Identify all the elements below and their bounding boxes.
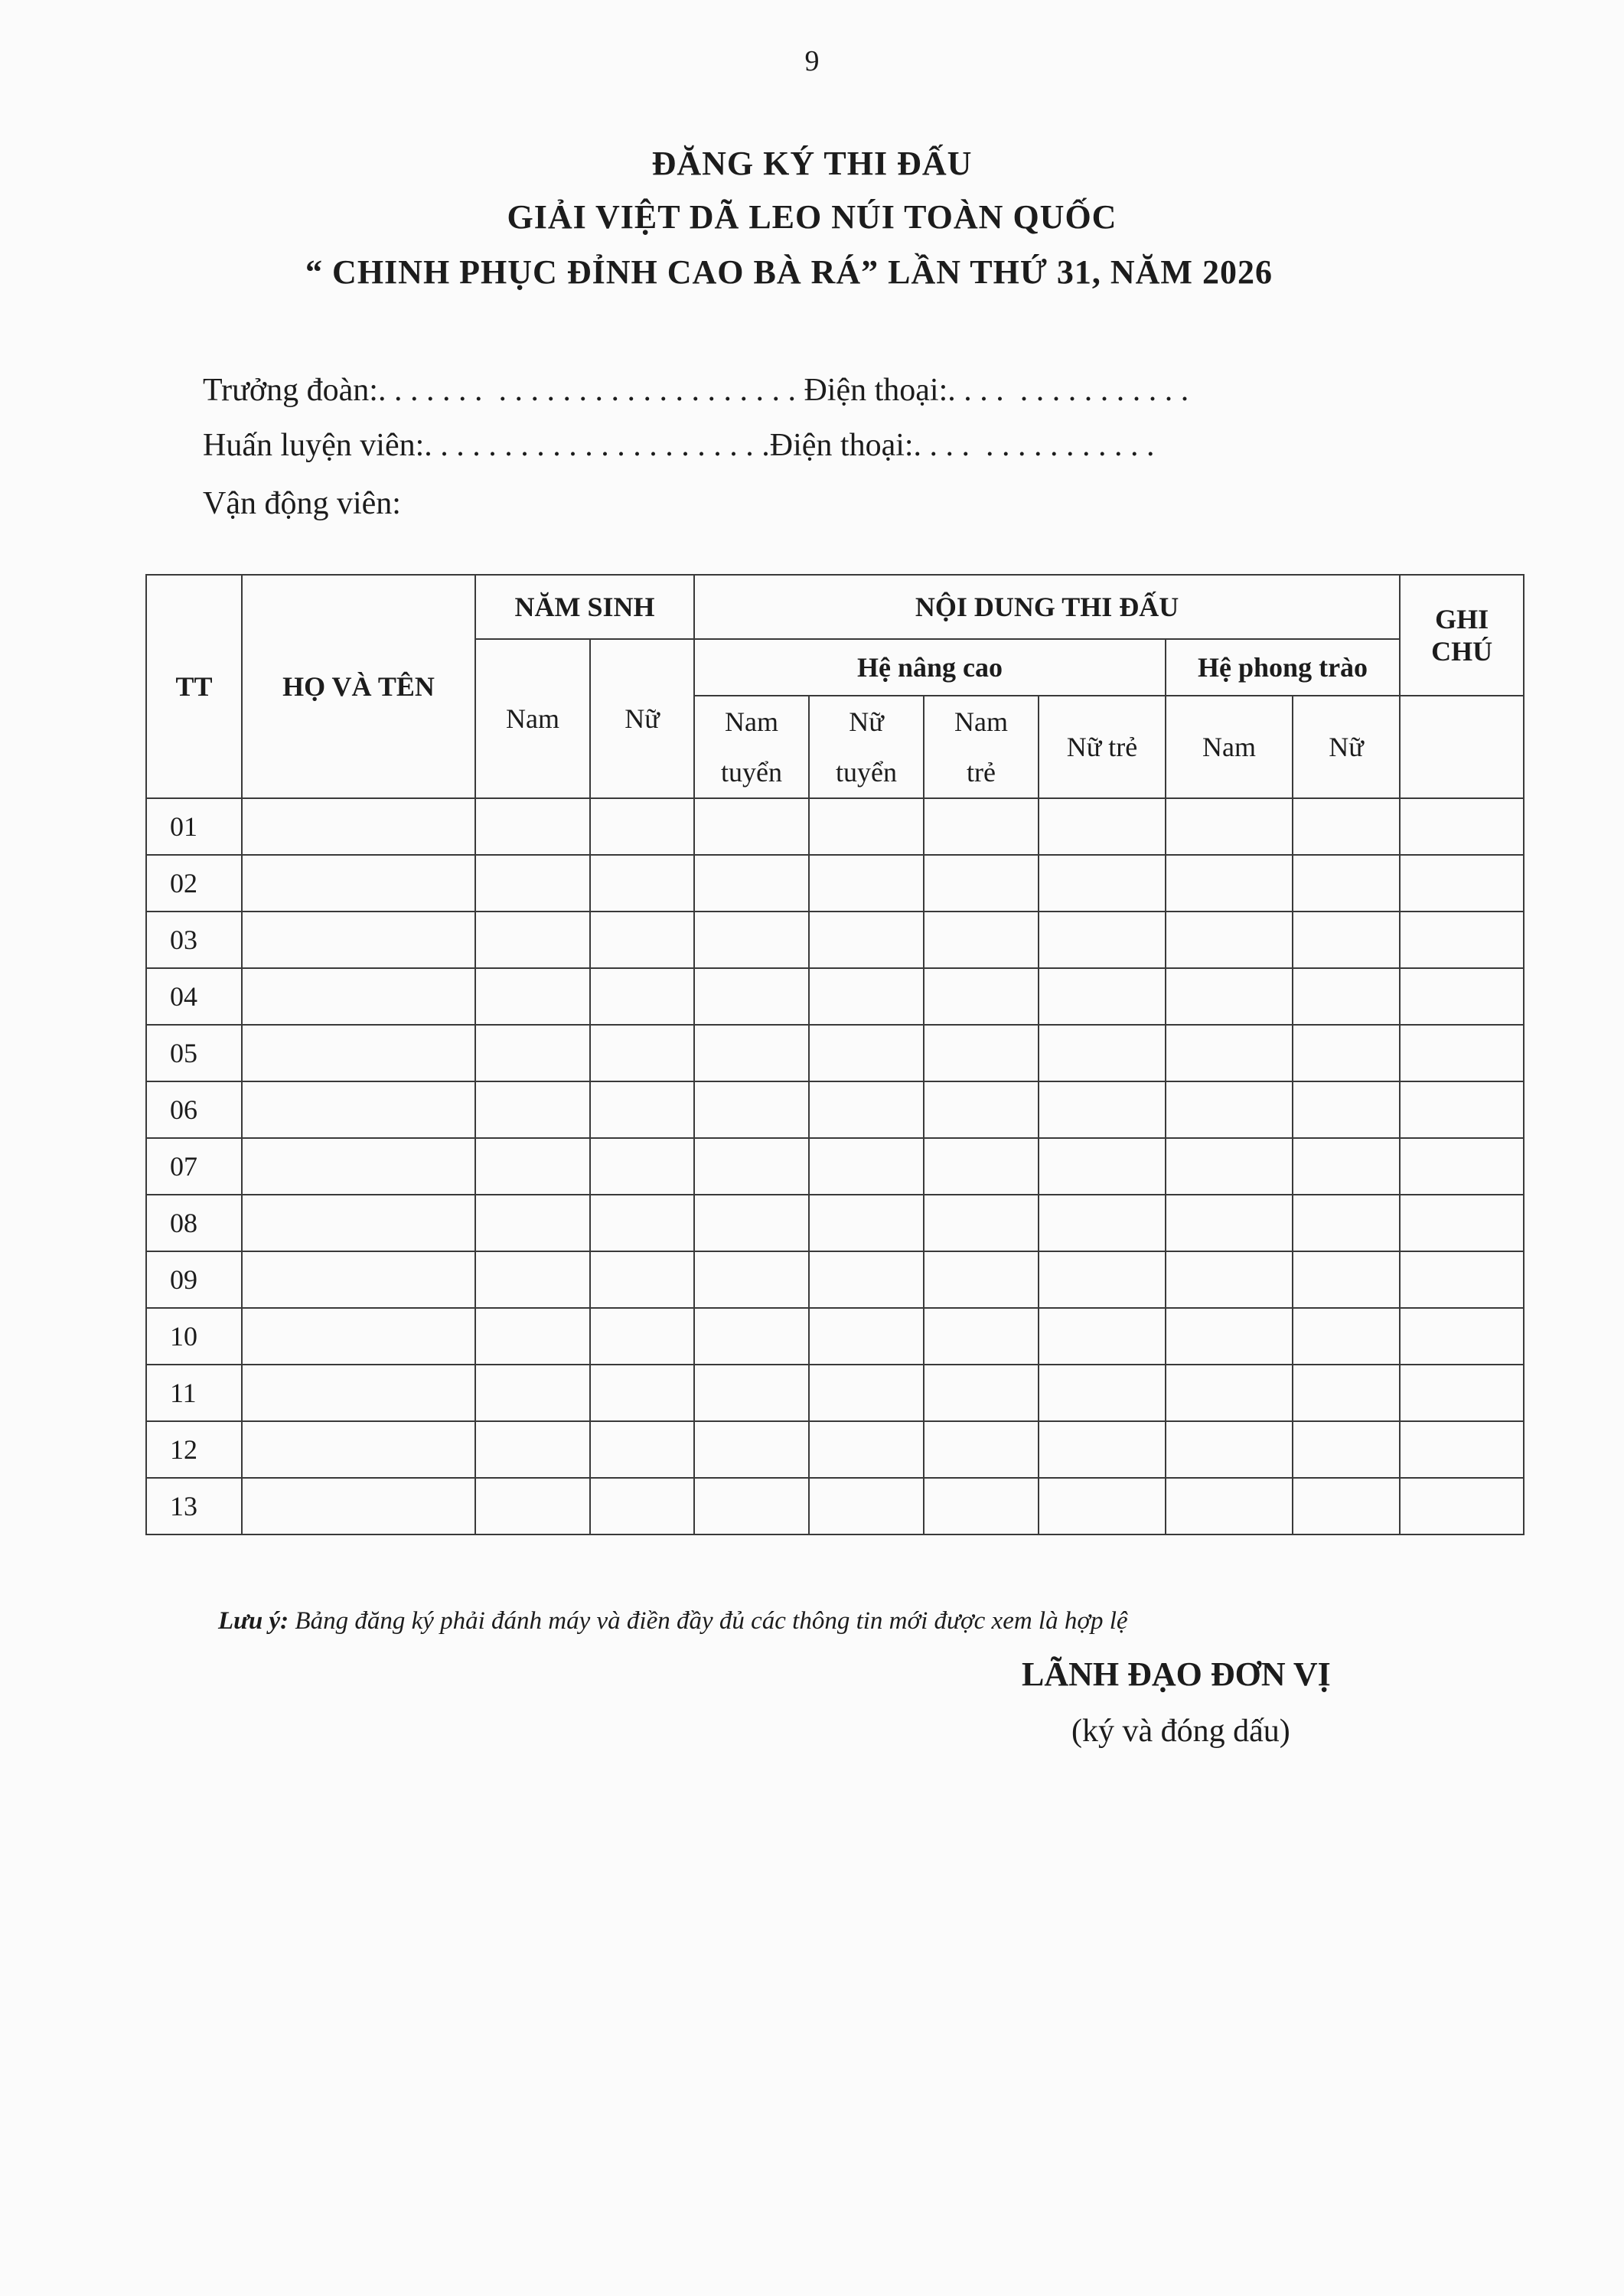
header-notes-spacer <box>1400 696 1524 798</box>
entry-cell[interactable] <box>924 1195 1039 1251</box>
entry-cell[interactable] <box>924 1081 1039 1138</box>
name-cell[interactable] <box>242 1478 475 1534</box>
entry-cell[interactable] <box>475 855 590 912</box>
entry-cell[interactable] <box>694 1308 809 1365</box>
entry-cell[interactable] <box>694 1138 809 1195</box>
entry-cell[interactable] <box>590 1081 694 1138</box>
header-notes-line1: GHI <box>1435 604 1489 634</box>
entry-cell[interactable] <box>809 1025 924 1081</box>
row-number: 13 <box>146 1478 242 1534</box>
entry-cell[interactable] <box>1039 1365 1166 1421</box>
entry-cell[interactable] <box>475 798 590 855</box>
entry-cell[interactable] <box>1400 1421 1524 1478</box>
entry-cell[interactable] <box>590 1138 694 1195</box>
entry-cell[interactable] <box>809 1365 924 1421</box>
entry-cell[interactable] <box>1400 1081 1524 1138</box>
team-leader-field[interactable]: Trưởng đoàn:. . . . . . . . . . . . . . . . . . . . . . . . . . Điện thoại:. . . . . . . . . . . . . . . <box>203 373 1189 408</box>
entry-cell[interactable] <box>1166 1025 1293 1081</box>
entry-cell[interactable] <box>924 1138 1039 1195</box>
table-row <box>146 1365 1524 1421</box>
entry-cell[interactable] <box>809 1195 924 1251</box>
entry-cell[interactable] <box>1293 1025 1400 1081</box>
name-cell[interactable] <box>242 968 475 1025</box>
header-female-selected <box>809 696 924 798</box>
entry-cell[interactable] <box>1293 1308 1400 1365</box>
header-birth-female: Nữ <box>590 639 694 798</box>
entry-cell[interactable] <box>1166 855 1293 912</box>
entry-cell[interactable] <box>1166 968 1293 1025</box>
entry-cell[interactable] <box>1293 1365 1400 1421</box>
entry-cell[interactable] <box>924 1251 1039 1308</box>
header-male-youth <box>924 696 1039 798</box>
header-notes <box>1400 575 1524 696</box>
note <box>218 1607 1128 1636</box>
entry-cell[interactable] <box>590 798 694 855</box>
entry-cell[interactable] <box>590 1251 694 1308</box>
entry-cell[interactable] <box>475 1138 590 1195</box>
entry-cell[interactable] <box>694 912 809 968</box>
row-number: 11 <box>146 1365 242 1421</box>
entry-cell[interactable] <box>1039 1081 1166 1138</box>
entry-cell[interactable] <box>475 1365 590 1421</box>
entry-cell[interactable] <box>1166 1195 1293 1251</box>
entry-cell[interactable] <box>1293 1081 1400 1138</box>
table-row <box>146 1195 1524 1251</box>
entry-cell[interactable] <box>694 968 809 1025</box>
entry-cell[interactable] <box>694 1025 809 1081</box>
table-row <box>146 1025 1524 1081</box>
entry-cell[interactable] <box>1039 798 1166 855</box>
row-number: 03 <box>146 912 242 968</box>
entry-cell[interactable] <box>590 1308 694 1365</box>
entry-cell[interactable] <box>1039 1195 1166 1251</box>
header-full-name: HỌ VÀ TÊN <box>242 575 475 798</box>
table-body <box>146 798 1524 1534</box>
entry-cell[interactable] <box>1400 1138 1524 1195</box>
entry-cell[interactable] <box>694 798 809 855</box>
entry-cell[interactable] <box>1293 1421 1400 1478</box>
entry-cell[interactable] <box>1400 1025 1524 1081</box>
entry-cell[interactable] <box>809 855 924 912</box>
row-number: 09 <box>146 1251 242 1308</box>
name-cell[interactable] <box>242 798 475 855</box>
header-birth-male: Nam <box>475 639 590 798</box>
registration-table <box>145 574 1525 1535</box>
entry-cell[interactable] <box>1166 798 1293 855</box>
entry-cell[interactable] <box>1400 968 1524 1025</box>
header-advanced: Hệ nâng cao <box>694 639 1166 696</box>
name-cell[interactable] <box>242 1308 475 1365</box>
entry-cell[interactable] <box>924 798 1039 855</box>
entry-cell[interactable] <box>590 1025 694 1081</box>
entry-cell[interactable] <box>1039 855 1166 912</box>
entry-cell[interactable] <box>1293 1138 1400 1195</box>
entry-cell[interactable] <box>924 1478 1039 1534</box>
note-text: Bảng đăng ký phải đánh máy và điền đầy đủ các thông tin mới được xem là hợp lệ <box>289 1607 1128 1635</box>
entry-cell[interactable] <box>590 968 694 1025</box>
entry-cell[interactable] <box>924 1421 1039 1478</box>
entry-cell[interactable] <box>1166 1421 1293 1478</box>
name-cell[interactable] <box>242 855 475 912</box>
entry-cell[interactable] <box>924 1308 1039 1365</box>
page-number: 9 <box>804 45 820 77</box>
entry-cell[interactable] <box>475 1478 590 1534</box>
entry-cell[interactable] <box>694 855 809 912</box>
entry-cell[interactable] <box>1400 798 1524 855</box>
form-title: ĐĂNG KÝ THI ĐẤU <box>651 145 973 182</box>
entry-cell[interactable] <box>590 1478 694 1534</box>
entry-cell[interactable] <box>809 1251 924 1308</box>
row-number: 07 <box>146 1138 242 1195</box>
entry-cell[interactable] <box>809 798 924 855</box>
entry-cell[interactable] <box>1400 1251 1524 1308</box>
entry-cell[interactable] <box>590 1365 694 1421</box>
entry-cell[interactable] <box>1039 1025 1166 1081</box>
entry-cell[interactable] <box>1166 1308 1293 1365</box>
entry-cell[interactable] <box>1039 1421 1166 1478</box>
row-number: 02 <box>146 855 242 912</box>
header-female-youth: Nữ trẻ <box>1039 696 1166 798</box>
header-male-selected-line1: Nam <box>725 706 778 737</box>
name-cell[interactable] <box>242 912 475 968</box>
entry-cell[interactable] <box>924 968 1039 1025</box>
entry-cell[interactable] <box>475 912 590 968</box>
header-female-selected-line2: tuyển <box>836 757 897 788</box>
entry-cell[interactable] <box>1039 968 1166 1025</box>
entry-cell[interactable] <box>1293 912 1400 968</box>
table-row <box>146 855 1524 912</box>
entry-cell[interactable] <box>1400 1365 1524 1421</box>
entry-cell[interactable] <box>475 1308 590 1365</box>
header-female-selected-line1: Nữ <box>849 706 884 737</box>
table-row <box>146 1251 1524 1308</box>
entry-cell[interactable] <box>809 1308 924 1365</box>
entry-cell[interactable] <box>694 1421 809 1478</box>
entry-cell[interactable] <box>1166 912 1293 968</box>
entry-cell[interactable] <box>475 1421 590 1478</box>
entry-cell[interactable] <box>694 1365 809 1421</box>
table-row <box>146 798 1524 855</box>
entry-cell[interactable] <box>809 968 924 1025</box>
entry-cell[interactable] <box>475 1025 590 1081</box>
header-male-youth-line2: trẻ <box>967 757 996 788</box>
entry-cell[interactable] <box>1293 1195 1400 1251</box>
entry-cell[interactable] <box>1293 1478 1400 1534</box>
header-amateur-female: Nữ <box>1293 696 1400 798</box>
row-number: 12 <box>146 1421 242 1478</box>
event-title: GIẢI VIỆT DÃ LEO NÚI TOÀN QUỐC <box>507 198 1117 236</box>
entry-cell[interactable] <box>1039 1478 1166 1534</box>
row-number: 10 <box>146 1308 242 1365</box>
entry-cell[interactable] <box>694 1251 809 1308</box>
note-label: Lưu ý: <box>218 1607 289 1635</box>
signature-title: LÃNH ĐẠO ĐƠN VỊ <box>1022 1655 1331 1693</box>
name-cell[interactable] <box>242 1251 475 1308</box>
header-male-youth-line1: Nam <box>954 706 1008 737</box>
entry-cell[interactable] <box>809 1138 924 1195</box>
entry-cell[interactable] <box>1400 1478 1524 1534</box>
entry-cell[interactable] <box>475 1081 590 1138</box>
header-competition-content: NỘI DUNG THI ĐẤU <box>694 575 1400 639</box>
entry-cell[interactable] <box>475 1195 590 1251</box>
entry-cell[interactable] <box>694 1081 809 1138</box>
row-number: 08 <box>146 1195 242 1251</box>
coach-field[interactable]: Huấn luyện viên:. . . . . . . . . . . . . . . . . . . . . .Điện thoại:. . . . . . . . . . . . . . . <box>203 428 1155 463</box>
name-cell[interactable] <box>242 1365 475 1421</box>
entry-cell[interactable] <box>590 855 694 912</box>
header-tt: TT <box>146 575 242 798</box>
entry-cell[interactable] <box>1039 912 1166 968</box>
table-row <box>146 1081 1524 1138</box>
table-row <box>146 1478 1524 1534</box>
signature-subtitle: (ký và đóng dấu) <box>1071 1714 1290 1749</box>
entry-cell[interactable] <box>1166 1365 1293 1421</box>
entry-cell[interactable] <box>1400 1308 1524 1365</box>
event-subtitle: “ CHINH PHỤC ĐỈNH CAO BÀ RÁ” LẦN THỨ 31, NĂM 2026 <box>305 253 1273 291</box>
entry-cell[interactable] <box>924 855 1039 912</box>
name-cell[interactable] <box>242 1195 475 1251</box>
entry-cell[interactable] <box>924 912 1039 968</box>
name-cell[interactable] <box>242 1138 475 1195</box>
entry-cell[interactable] <box>694 1478 809 1534</box>
table-row <box>146 1421 1524 1478</box>
row-number: 06 <box>146 1081 242 1138</box>
entry-cell[interactable] <box>809 912 924 968</box>
entry-cell[interactable] <box>1166 1081 1293 1138</box>
entry-cell[interactable] <box>590 1195 694 1251</box>
row-number: 05 <box>146 1025 242 1081</box>
entry-cell[interactable] <box>1166 1478 1293 1534</box>
entry-cell[interactable] <box>809 1478 924 1534</box>
entry-cell[interactable] <box>1166 1138 1293 1195</box>
entry-cell[interactable] <box>1293 855 1400 912</box>
entry-cell[interactable] <box>1293 798 1400 855</box>
header-male-selected <box>694 696 809 798</box>
name-cell[interactable] <box>242 1421 475 1478</box>
entry-cell[interactable] <box>809 1081 924 1138</box>
entry-cell[interactable] <box>590 1421 694 1478</box>
entry-cell[interactable] <box>1293 968 1400 1025</box>
header-male-selected-line2: tuyển <box>721 757 782 788</box>
entry-cell[interactable] <box>1166 1251 1293 1308</box>
athletes-label: Vận động viên: <box>203 486 401 521</box>
entry-cell[interactable] <box>1400 912 1524 968</box>
row-number: 04 <box>146 968 242 1025</box>
header-notes-line2: CHÚ <box>1431 636 1493 667</box>
table-row <box>146 968 1524 1025</box>
table-row <box>146 1308 1524 1365</box>
entry-cell[interactable] <box>1039 1308 1166 1365</box>
entry-cell[interactable] <box>1039 1251 1166 1308</box>
name-cell[interactable] <box>242 1025 475 1081</box>
entry-cell[interactable] <box>924 1025 1039 1081</box>
entry-cell[interactable] <box>475 968 590 1025</box>
entry-cell[interactable] <box>1400 1195 1524 1251</box>
entry-cell[interactable] <box>1400 855 1524 912</box>
entry-cell[interactable] <box>475 1251 590 1308</box>
entry-cell[interactable] <box>694 1195 809 1251</box>
entry-cell[interactable] <box>590 912 694 968</box>
entry-cell[interactable] <box>924 1365 1039 1421</box>
table-row <box>146 1138 1524 1195</box>
header-birth-year: NĂM SINH <box>475 575 694 639</box>
header-amateur-male: Nam <box>1166 696 1293 798</box>
entry-cell[interactable] <box>1039 1138 1166 1195</box>
entry-cell[interactable] <box>1293 1251 1400 1308</box>
name-cell[interactable] <box>242 1081 475 1138</box>
entry-cell[interactable] <box>809 1421 924 1478</box>
table-row <box>146 912 1524 968</box>
header-amateur: Hệ phong trào <box>1166 639 1400 696</box>
row-number: 01 <box>146 798 242 855</box>
